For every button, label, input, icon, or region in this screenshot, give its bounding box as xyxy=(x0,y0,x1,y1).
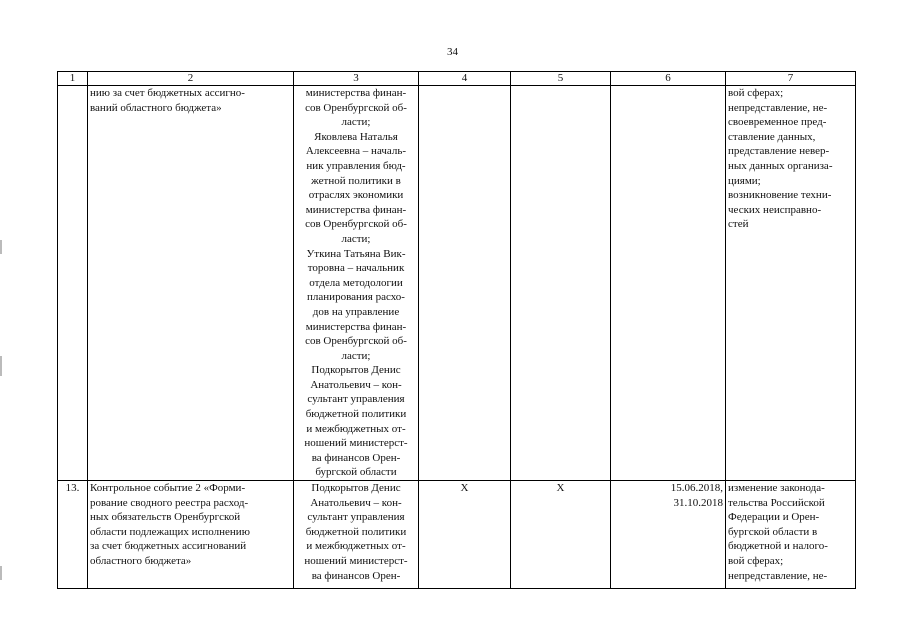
risks-cell xyxy=(726,86,856,481)
text-line: нию за счет бюджетных ассигно- xyxy=(90,87,245,99)
text-line: и межбюджетных от- xyxy=(306,422,406,435)
text-line: министерства финан- xyxy=(305,320,407,333)
text-line: бюджетной и налого- xyxy=(728,540,828,553)
text-line: ношений министерст- xyxy=(304,555,408,567)
responsible-persons-cell xyxy=(294,481,419,589)
text-line: ласти; xyxy=(341,232,371,245)
text-line: сультант управления xyxy=(307,393,405,406)
text-line: сов Оренбургской об- xyxy=(305,101,407,114)
header-cell-3: 3 xyxy=(294,72,419,86)
text-line: бюджетной политики xyxy=(305,525,407,538)
text-line: торовна – начальник xyxy=(307,262,405,275)
responsible-persons-cell xyxy=(294,86,419,481)
text-line: сов Оренбургской об- xyxy=(305,335,407,348)
header-cell-6: 6 xyxy=(611,72,726,86)
table-header-row xyxy=(58,72,856,86)
text-line: Анатольевич – кон- xyxy=(310,378,402,391)
text-line: жетной политики в xyxy=(311,174,401,187)
text-line: отдела методологии xyxy=(309,276,403,289)
column-5-cell xyxy=(511,86,611,481)
text-line: и межбюджетных от- xyxy=(306,540,406,553)
event-description-cell xyxy=(88,481,294,589)
text-line: отраслях экономики xyxy=(308,189,404,202)
header-cell-5: 5 xyxy=(511,72,611,86)
header-cell-7: 7 xyxy=(726,72,856,86)
text-line: бюджетной политики xyxy=(305,408,407,421)
text-line: ных данных организа- xyxy=(728,159,833,172)
text-line: ваний областного бюджета» xyxy=(90,101,222,114)
text-line: непредставление, не- xyxy=(728,101,828,114)
scan-edge-mark xyxy=(0,356,2,376)
text-line: вой сферах; xyxy=(728,555,784,567)
text-line: Контрольное событие 2 «Форми- xyxy=(90,482,246,495)
text-line: Анатольевич – кон- xyxy=(310,496,402,509)
text-line: Федерации и Орен- xyxy=(728,511,820,524)
column-4-cell xyxy=(419,86,511,481)
text-line: циями; xyxy=(728,174,761,187)
text-line: вой сферах; xyxy=(728,87,784,99)
column-4-cell: Х xyxy=(419,481,511,589)
row-number-cell xyxy=(58,86,88,481)
text-line: министерства финан- xyxy=(305,203,407,216)
event-description-cell xyxy=(88,86,294,481)
text-line: ных обязательств Оренбургской xyxy=(90,511,241,524)
text-line: областного бюджета» xyxy=(90,555,192,567)
text-line: бургской области xyxy=(315,466,397,479)
text-line: Уткина Татьяна Вик- xyxy=(306,247,406,260)
text-line: планирования расхо- xyxy=(307,291,405,304)
text-line: ческих неисправно- xyxy=(728,203,822,216)
text-line: Яковлева Наталья xyxy=(314,130,398,143)
dates-cell xyxy=(611,86,726,481)
page-number: 34 xyxy=(447,46,458,58)
table-row xyxy=(58,481,856,589)
header-cell-2: 2 xyxy=(88,72,294,86)
text-line: ласти; xyxy=(341,349,371,362)
text-line: изменение законода- xyxy=(728,482,825,495)
text-line: за счет бюджетных ассигнований xyxy=(90,540,247,553)
text-line: возникновение техни- xyxy=(728,189,832,202)
text-line: представление невер- xyxy=(728,145,830,158)
text-line: Алексеевна – началь- xyxy=(305,145,407,158)
text-line: сультант управления xyxy=(307,511,405,524)
column-5-cell: Х xyxy=(511,481,611,589)
text-line: тельства Российской xyxy=(728,496,825,509)
text-line: непредставление, не- xyxy=(728,569,828,582)
scan-edge-mark xyxy=(0,240,2,254)
risks-cell xyxy=(726,481,856,589)
text-line: своевременное пред- xyxy=(728,116,827,129)
text-line: ва финансов Орен- xyxy=(311,569,401,582)
text-line: ласти; xyxy=(341,116,371,129)
table-row xyxy=(58,86,856,481)
text-line: ношений министерст- xyxy=(304,437,408,450)
text-line: сов Оренбургской об- xyxy=(305,218,407,231)
row-number-cell: 13. xyxy=(58,481,88,589)
text-line: 31.10.2018 xyxy=(673,496,723,509)
header-cell-4: 4 xyxy=(419,72,511,86)
dates-cell xyxy=(611,481,726,589)
text-line: 15.06.2018, xyxy=(670,482,723,495)
document-table xyxy=(57,71,856,589)
text-line: рование сводного реестра расход- xyxy=(90,496,249,509)
text-line: стей xyxy=(728,218,749,231)
scan-edge-mark xyxy=(0,566,2,580)
text-line: ставление данных, xyxy=(728,130,816,143)
text-line: ник управления бюд- xyxy=(306,159,406,172)
text-line: Подкорытов Денис xyxy=(311,482,401,495)
text-line: министерства финан- xyxy=(305,87,407,99)
text-line: бургской области в xyxy=(728,525,818,538)
text-line: области подлежащих исполнению xyxy=(90,525,250,538)
text-line: дов на управление xyxy=(312,305,400,318)
header-cell-1: 1 xyxy=(58,72,88,86)
text-line: ва финансов Орен- xyxy=(311,451,401,464)
text-line: Подкорытов Денис xyxy=(311,364,401,377)
